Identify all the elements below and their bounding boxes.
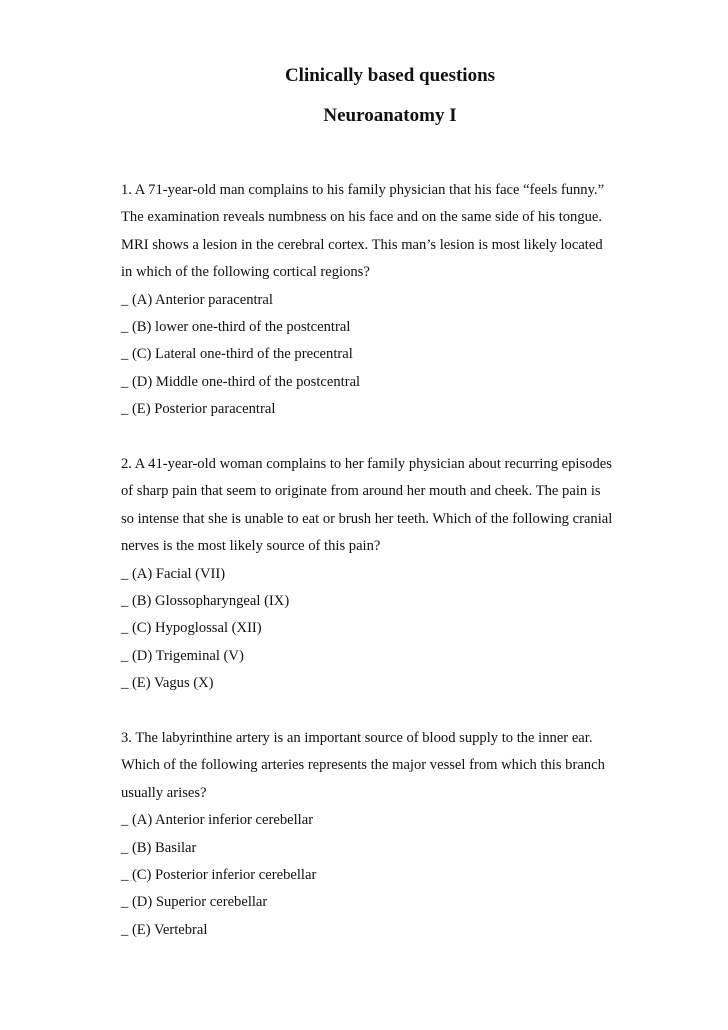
question-stem-line: in which of the following cortical regions? — [121, 264, 370, 281]
answer-option-e: _ (E) Vagus (X) — [121, 675, 214, 692]
question-stem-line: The examination reveals numbness on his face and on the same side of his tongue. — [121, 209, 603, 226]
answer-option-a: _ (A) Facial (VII) — [121, 565, 226, 582]
question-stem-line: MRI shows a lesion in the cerebral cortex. This man’s lesion is most likely located — [121, 236, 603, 253]
answer-option-c: _ (C) Lateral one-third of the precentral — [121, 346, 353, 363]
answer-option-a: _ (A) Anterior inferior cerebellar — [121, 812, 314, 829]
answer-option-d: _ (D) Superior cerebellar — [121, 894, 268, 911]
document-title: Clinically based questions — [284, 65, 496, 86]
question-2 — [121, 451, 681, 698]
answer-option-e: _ (E) Vertebral — [121, 921, 208, 938]
question-stem-line: of sharp pain that seem to originate from around her mouth and cheek. The pain is — [121, 483, 601, 500]
answer-option-c: _ (C) Hypoglossal (XII) — [121, 620, 262, 637]
question-stem-line: 3. The labyrinthine artery is an important source of blood supply to the inner ear. — [121, 730, 593, 746]
answer-option-d: _ (D) Middle one-third of the postcentral — [121, 373, 361, 390]
question-stem-line: Which of the following arteries represents the major vessel from which this branch — [121, 757, 605, 774]
answer-option-b: _ (B) Glossopharyngeal (IX) — [121, 593, 290, 610]
question-stem-line: 1. A 71-year-old man complains to his family physician that his face “feels funny.” — [121, 182, 605, 198]
answer-option-b: _ (B) lower one-third of the postcentral — [121, 319, 351, 336]
question-stem-line: usually arises? — [121, 784, 207, 801]
question-stem-line: so intense that she is unable to eat or brush her teeth. Which of the following cranial — [121, 510, 613, 527]
answer-option-b: _ (B) Basilar — [121, 839, 197, 856]
document-subtitle: Neuroanatomy I — [323, 105, 457, 126]
answer-option-a: _ (A) Anterior paracentral — [121, 291, 273, 308]
question-stem-line: nerves is the most likely source of this pain? — [121, 538, 381, 555]
answer-option-e: _ (E) Posterior paracentral — [121, 401, 276, 418]
question-3 — [121, 725, 681, 944]
answer-option-c: _ (C) Posterior inferior cerebellar — [121, 867, 317, 884]
question-1 — [121, 177, 681, 424]
question-stem-line: 2. A 41-year-old woman complains to her family physician about recurring episodes — [121, 456, 612, 472]
answer-option-d: _ (D) Trigeminal (V) — [121, 647, 244, 664]
